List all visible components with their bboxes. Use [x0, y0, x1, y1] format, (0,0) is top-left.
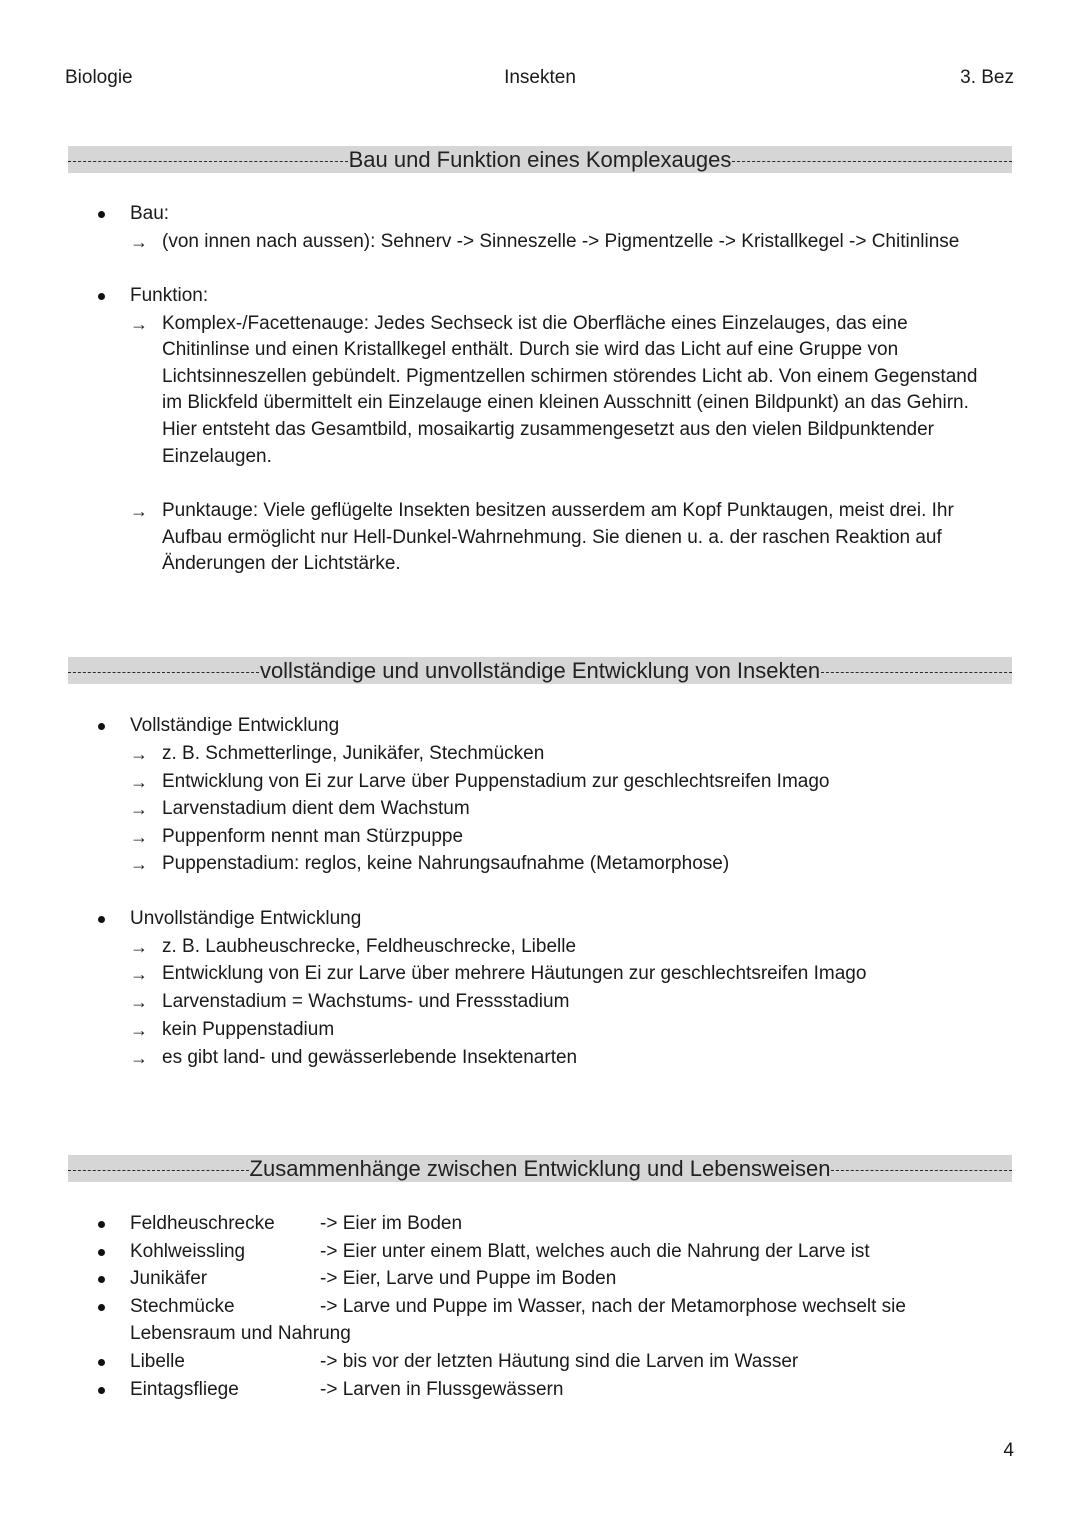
- section-title: Bau und Funktion eines Komplexauges: [348, 146, 732, 172]
- section-title: Zusammenhänge zwischen Entwicklung und Lebensweisen: [249, 1155, 831, 1181]
- insect-name: Eintagsfliege: [130, 1379, 239, 1400]
- insect-name: Junikäfer: [130, 1268, 208, 1289]
- insect-name: Stechmücke: [130, 1296, 235, 1317]
- insect-name: Feldheuschrecke: [130, 1213, 275, 1234]
- list-item: Puppenform nennt man Stürzpuppe: [162, 826, 464, 847]
- komplex-line: Komplex-/Facettenauge: Jedes Sechseck ist die Oberfläche eines Einzelauges, das eine: [162, 313, 908, 334]
- section-heading-lebensweisen: [68, 1155, 1012, 1182]
- list-item: z. B. Schmetterlinge, Junikäfer, Stechmücken: [162, 743, 545, 764]
- arrow-right-icon: →: [130, 1048, 148, 1068]
- komplex-line: Einzelaugen.: [162, 446, 272, 467]
- header-subject: Biologie: [65, 67, 133, 88]
- funktion-label: Funktion:: [130, 285, 209, 306]
- list-item: Larvenstadium dient dem Wachstum: [162, 798, 470, 819]
- insect-lifestyle: -> Larve und Puppe im Wasser, nach der Metamorphose wechselt sie: [320, 1296, 906, 1317]
- section-heading-komplexauge: [68, 146, 1012, 173]
- arrow-right-icon: →: [130, 772, 148, 792]
- komplex-line: Lichtsinneszellen gebündelt. Pigmentzellen schirmen störendes Licht ab. Von einem Gegenstand: [162, 366, 978, 387]
- bau-text: (von innen nach aussen): Sehnerv -> Sinneszelle -> Pigmentzelle -> Kristallkegel -> Chitinlinse: [162, 231, 960, 252]
- arrow-right-icon: →: [130, 232, 148, 252]
- unvollstaendig-label: Unvollständige Entwicklung: [130, 908, 362, 929]
- section-heading-entwicklung: [68, 657, 1012, 684]
- insect-lifestyle: -> Larven in Flussgewässern: [320, 1379, 564, 1400]
- komplex-line: Chitinlinse und einen Kristallkegel enthält. Durch sie wird das Licht auf eine Gruppe von: [162, 339, 899, 360]
- insect-lifestyle: -> bis vor der letzten Häutung sind die Larven im Wasser: [320, 1351, 799, 1372]
- arrow-right-icon: →: [130, 992, 148, 1012]
- bullet-icon: [98, 916, 105, 923]
- page-number: 4: [1003, 1440, 1014, 1461]
- list-item: kein Puppenstadium: [162, 1019, 335, 1040]
- bullet-icon: [98, 1359, 105, 1366]
- section-title: vollständige und unvollständige Entwicklung von Insekten: [259, 657, 821, 683]
- punkt-line: Aufbau ermöglicht nur Hell-Dunkel-Wahrnehmung. Sie dienen u. a. der raschen Reaktion auf: [162, 527, 942, 548]
- list-item: Puppenstadium: reglos, keine Nahrungsaufnahme (Metamorphose): [162, 853, 730, 874]
- komplex-line: im Blickfeld übermittelt ein Einzelauge einen kleinen Ausschnitt (einen Bildpunkt) an das Gehirn.: [162, 392, 969, 413]
- insect-lifestyle: -> Eier unter einem Blatt, welches auch die Nahrung der Larve ist: [320, 1241, 870, 1262]
- arrow-right-icon: →: [130, 799, 148, 819]
- komplex-line: Hier entsteht das Gesamtbild, mosaikartig zusammengesetzt aus den vielen Bildpunktender: [162, 419, 935, 440]
- arrow-right-icon: →: [130, 964, 148, 984]
- bullet-icon: [98, 1221, 105, 1228]
- insect-name: Kohlweissling: [130, 1241, 246, 1262]
- punkt-line: Änderungen der Lichtstärke.: [162, 553, 401, 574]
- arrow-right-icon: →: [130, 314, 148, 334]
- bullet-icon: [98, 1249, 105, 1256]
- bullet-icon: [98, 211, 105, 218]
- vollstaendig-label: Vollständige Entwicklung: [130, 715, 340, 736]
- bullet-icon: [98, 1276, 105, 1283]
- insect-lifestyle: -> Eier im Boden: [320, 1213, 463, 1234]
- arrow-right-icon: →: [130, 827, 148, 847]
- list-item: Entwicklung von Ei zur Larve über Puppenstadium zur geschlechtsreifen Imago: [162, 771, 830, 792]
- arrow-right-icon: →: [130, 501, 148, 521]
- header-class: 3. Bez: [960, 67, 1014, 88]
- list-item: Entwicklung von Ei zur Larve über mehrere Häutungen zur geschlechtsreifen Imago: [162, 963, 867, 984]
- header-topic: Insekten: [504, 67, 576, 88]
- arrow-right-icon: →: [130, 1020, 148, 1040]
- list-item: z. B. Laubheuschrecke, Feldheuschrecke, Libelle: [162, 936, 577, 957]
- arrow-right-icon: →: [130, 854, 148, 874]
- insect-name: Libelle: [130, 1351, 185, 1372]
- bullet-icon: [98, 1387, 105, 1394]
- punkt-line: Punktauge: Viele geflügelte Insekten besitzen ausserdem am Kopf Punktaugen, meist drei. Ihr: [162, 500, 954, 521]
- bullet-icon: [98, 723, 105, 730]
- list-item: es gibt land- und gewässerlebende Insektenarten: [162, 1047, 578, 1068]
- bau-label: Bau:: [130, 203, 170, 224]
- bullet-icon: [98, 1304, 105, 1311]
- bullet-icon: [98, 293, 105, 300]
- insect-lifestyle: -> Eier, Larve und Puppe im Boden: [320, 1268, 617, 1289]
- insect-lifestyle-continuation: Lebensraum und Nahrung: [130, 1323, 351, 1344]
- list-item: Larvenstadium = Wachstums- und Fressstadium: [162, 991, 570, 1012]
- arrow-right-icon: →: [130, 937, 148, 957]
- arrow-right-icon: →: [130, 744, 148, 764]
